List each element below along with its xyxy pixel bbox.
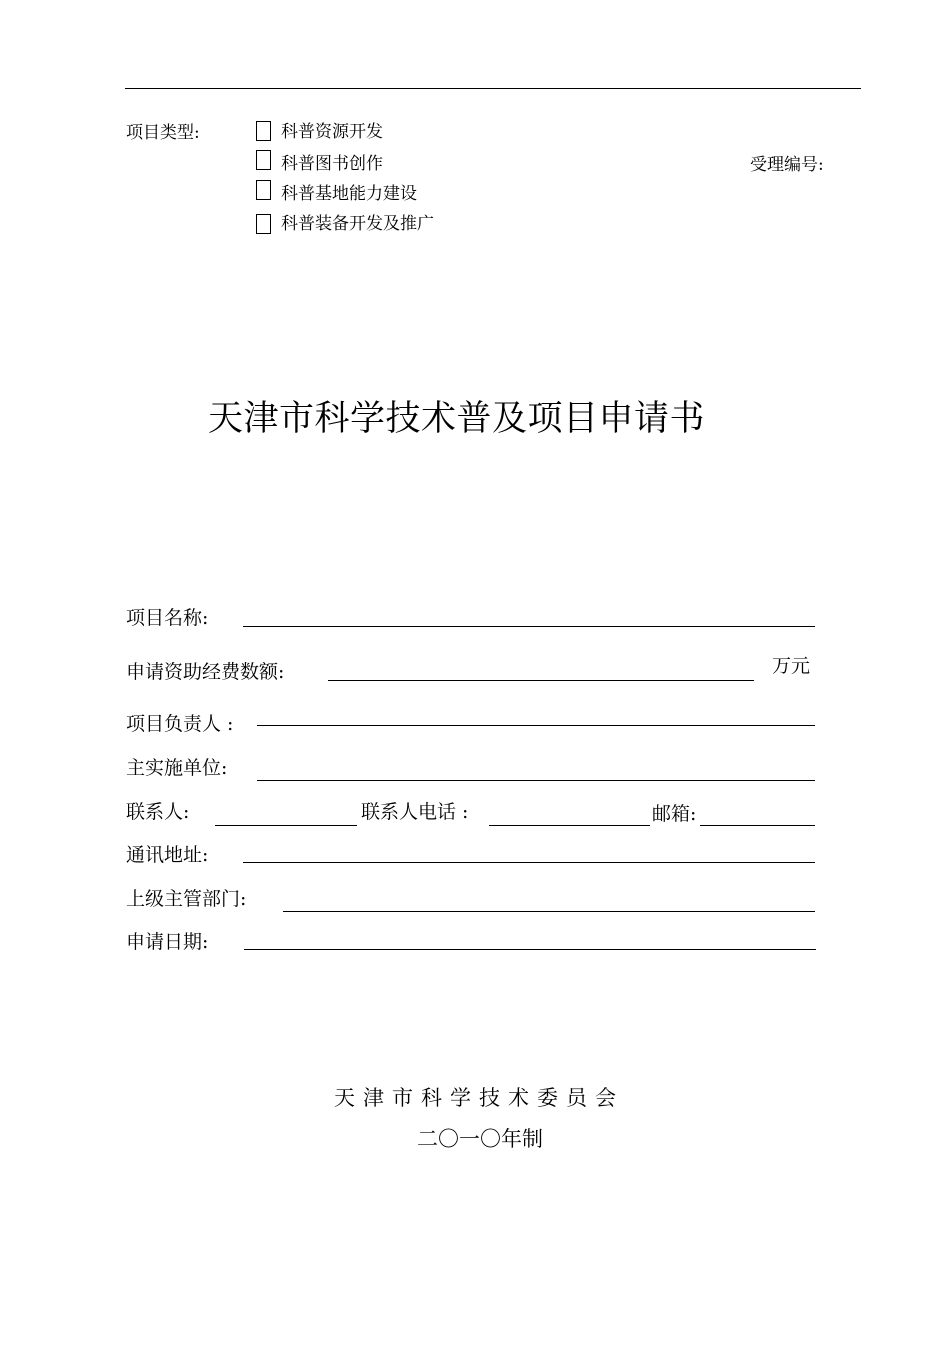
application-date-field[interactable]: [244, 949, 816, 950]
implementing-unit-label: 主实施单位:: [126, 757, 228, 779]
project-type-label: 项目类型:: [126, 123, 200, 143]
address-label: 通讯地址:: [126, 844, 209, 866]
contact-phone-label: 联系人电话 :: [361, 801, 469, 823]
contact-person-field[interactable]: [215, 825, 357, 826]
implementing-unit-field[interactable]: [257, 780, 815, 781]
issue-year: 二〇一〇年制: [417, 1127, 543, 1151]
supervising-dept-label: 上级主管部门:: [126, 888, 247, 910]
application-date-label: 申请日期:: [126, 931, 209, 953]
checkbox-base-capacity[interactable]: [256, 180, 271, 200]
checkbox-resource-development[interactable]: [256, 121, 271, 141]
top-rule: [125, 88, 861, 89]
funding-amount-label: 申请资助经费数额:: [126, 661, 285, 683]
checkbox-equipment-promotion[interactable]: [256, 214, 271, 234]
address-field[interactable]: [243, 862, 815, 863]
acceptance-number-label: 受理编号:: [750, 155, 824, 175]
contact-phone-field[interactable]: [489, 825, 650, 826]
issuing-organization: 天津市科学技术委员会: [334, 1086, 624, 1110]
project-leader-label: 项目负责人 :: [126, 713, 234, 735]
project-leader-field[interactable]: [257, 725, 815, 726]
option-base-capacity: 科普基地能力建设: [281, 184, 417, 204]
project-name-field[interactable]: [243, 626, 815, 627]
option-book-creation: 科普图书创作: [281, 154, 383, 174]
supervising-dept-field[interactable]: [283, 911, 815, 912]
option-equipment-promotion: 科普装备开发及推广: [281, 214, 434, 234]
contact-person-label: 联系人:: [126, 801, 190, 823]
funding-unit-label: 万元: [772, 655, 811, 677]
checkbox-book-creation[interactable]: [256, 150, 271, 170]
option-resource-development: 科普资源开发: [281, 122, 383, 142]
email-label: 邮箱:: [652, 803, 697, 825]
document-title: 天津市科学技术普及项目申请书: [208, 399, 706, 439]
project-name-label: 项目名称:: [126, 607, 209, 629]
email-field[interactable]: [700, 825, 815, 826]
funding-amount-field[interactable]: [328, 680, 754, 681]
